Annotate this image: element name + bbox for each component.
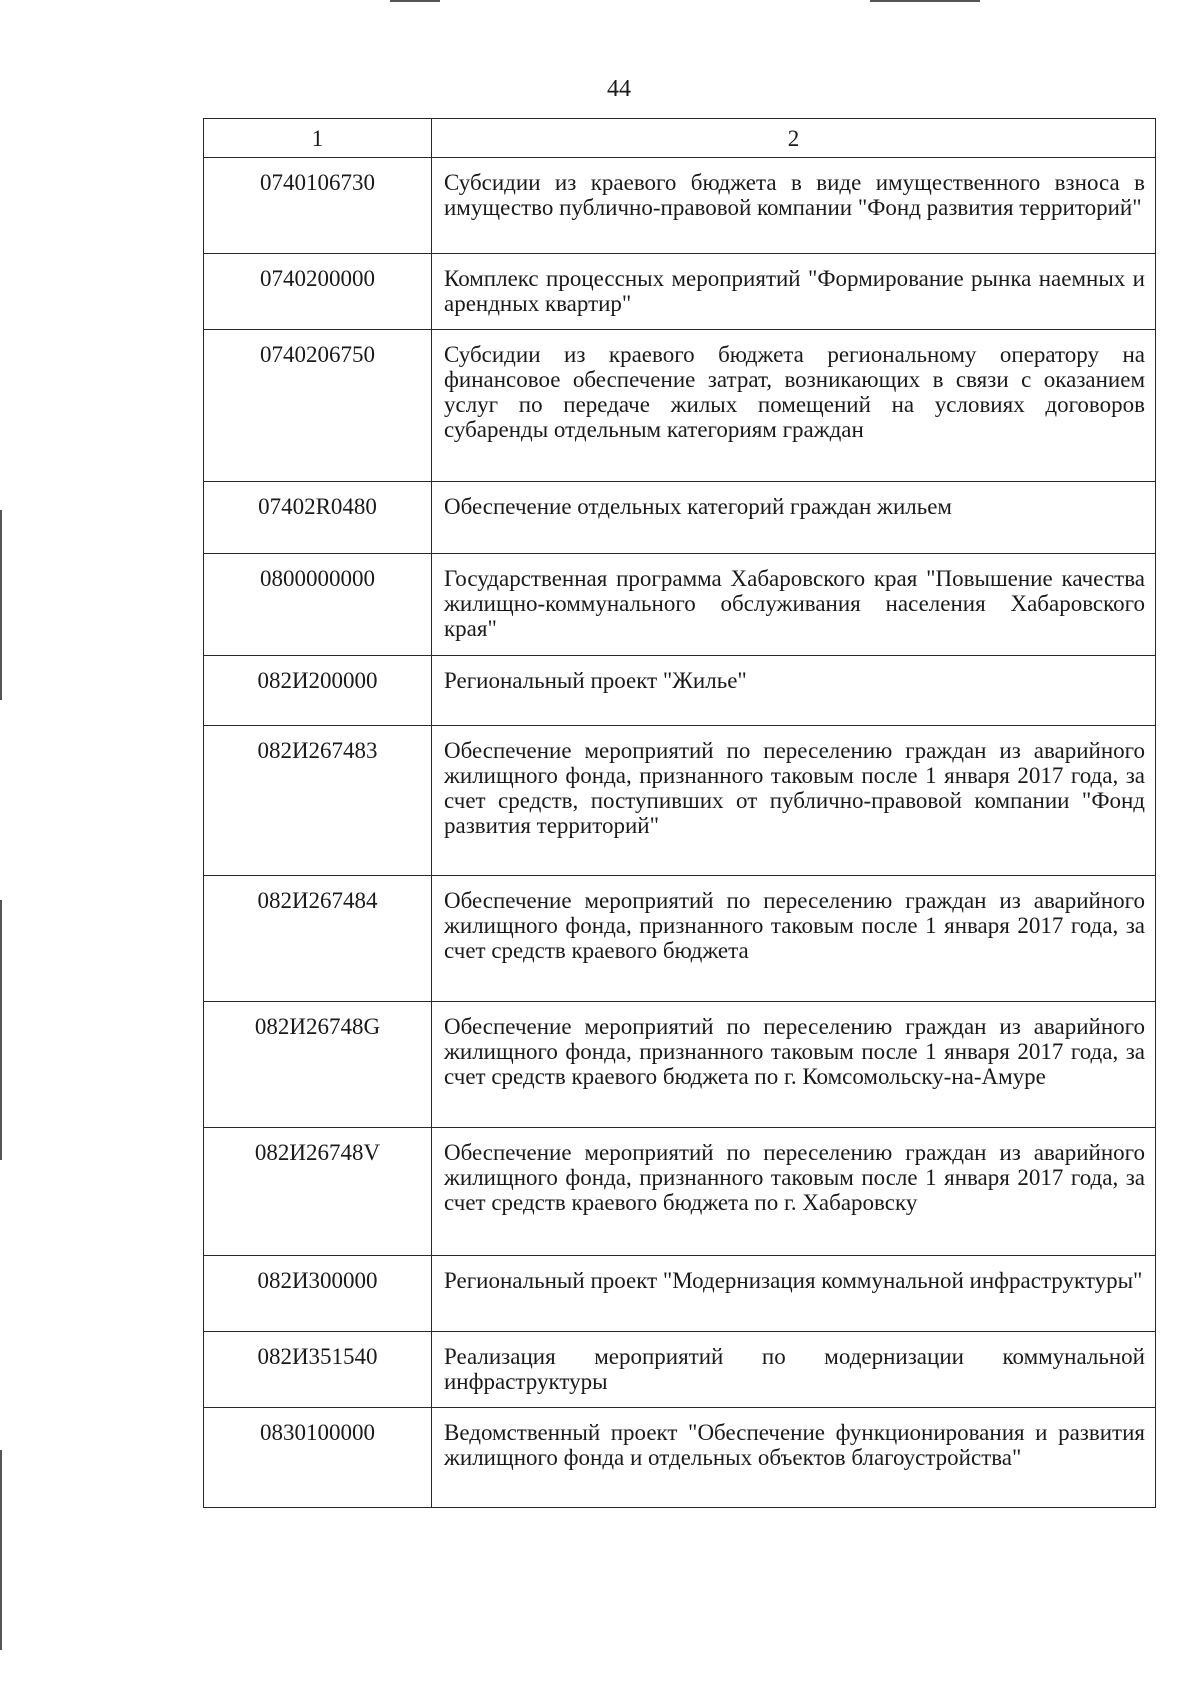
- table-row: [204, 656, 1156, 726]
- row-code: 0830100000: [204, 1408, 432, 1508]
- table-row: [204, 876, 1156, 1002]
- row-name: Субсидии из краевого бюджета региональному оператору на финансовое обеспечение затрат, возникающих в связи с оказанием услуг по передаче жилых помещений на условиях договоров субаренды отдельным категориям граждан: [432, 330, 1156, 482]
- table-row: [204, 1332, 1156, 1408]
- row-name: Обеспечение мероприятий по переселению граждан из аварийного жилищного фонда, признанного таковым после 1 января 2017 года, за счет средств, поступивших от публично-правовой компании "Фонд развития территорий": [432, 726, 1156, 876]
- row-name: Государственная программа Хабаровского края "Повышение качества жилищно-коммунального обслуживания населения Хабаровского края": [432, 554, 1156, 656]
- row-name: Обеспечение мероприятий по переселению граждан из аварийного жилищного фонда, признанного таковым после 1 января 2017 года, за счет средств краевого бюджета по г. Хабаровску: [432, 1128, 1156, 1256]
- scan-edge-line: [0, 900, 2, 1160]
- row-code: 082И200000: [204, 656, 432, 726]
- row-name: Реализация мероприятий по модернизации коммунальной инфраструктуры: [432, 1332, 1156, 1408]
- page-number: 44: [607, 76, 631, 102]
- table-row: [204, 1128, 1156, 1256]
- table-row: [204, 726, 1156, 876]
- row-code: 082И267483: [204, 726, 432, 876]
- row-code: 082И351540: [204, 1332, 432, 1408]
- row-code: 082И267484: [204, 876, 432, 1002]
- row-code: 082И300000: [204, 1256, 432, 1332]
- table-row: [204, 330, 1156, 482]
- row-code: 0740200000: [204, 254, 432, 330]
- classification-table: [203, 118, 1156, 1508]
- table-row: [204, 158, 1156, 254]
- row-name: Обеспечение мероприятий по переселению граждан из аварийного жилищного фонда, признанного таковым после 1 января 2017 года, за счет средств краевого бюджета по г. Комсомольску-на-Амуре: [432, 1002, 1156, 1128]
- table-row: [204, 1002, 1156, 1128]
- column-header-2: 2: [432, 119, 1156, 158]
- row-code: 082И26748G: [204, 1002, 432, 1128]
- scan-edge-line: [0, 1450, 2, 1650]
- table-header-row: [204, 119, 1156, 158]
- table-row: [204, 482, 1156, 554]
- table-row: [204, 1256, 1156, 1332]
- table-row: [204, 554, 1156, 656]
- row-code: 07402R0480: [204, 482, 432, 554]
- row-name: Субсидии из краевого бюджета в виде имущественного взноса в имущество публично-правовой компании "Фонд развития территорий": [432, 158, 1156, 254]
- table-row: [204, 254, 1156, 330]
- row-name: Региональный проект "Модернизация коммунальной инфраструктуры": [432, 1256, 1156, 1332]
- row-name: Обеспечение мероприятий по переселению граждан из аварийного жилищного фонда, признанного таковым после 1 января 2017 года, за счет средств краевого бюджета: [432, 876, 1156, 1002]
- row-code: 0800000000: [204, 554, 432, 656]
- row-code: 0740206750: [204, 330, 432, 482]
- row-code: 0740106730: [204, 158, 432, 254]
- column-header-1: 1: [204, 119, 432, 158]
- row-name: Обеспечение отдельных категорий граждан жильем: [432, 482, 1156, 554]
- row-name: Региональный проект "Жилье": [432, 656, 1156, 726]
- row-name: Комплекс процессных мероприятий "Формирование рынка наемных и арендных квартир": [432, 254, 1156, 330]
- table-row: [204, 1408, 1156, 1508]
- scan-edge-line: [0, 510, 2, 700]
- row-name: Ведомственный проект "Обеспечение функционирования и развития жилищного фонда и отдельных объектов благоустройства": [432, 1408, 1156, 1508]
- scan-top-mark: [390, 0, 440, 2]
- row-code: 082И26748V: [204, 1128, 432, 1256]
- scan-top-mark: [870, 0, 980, 2]
